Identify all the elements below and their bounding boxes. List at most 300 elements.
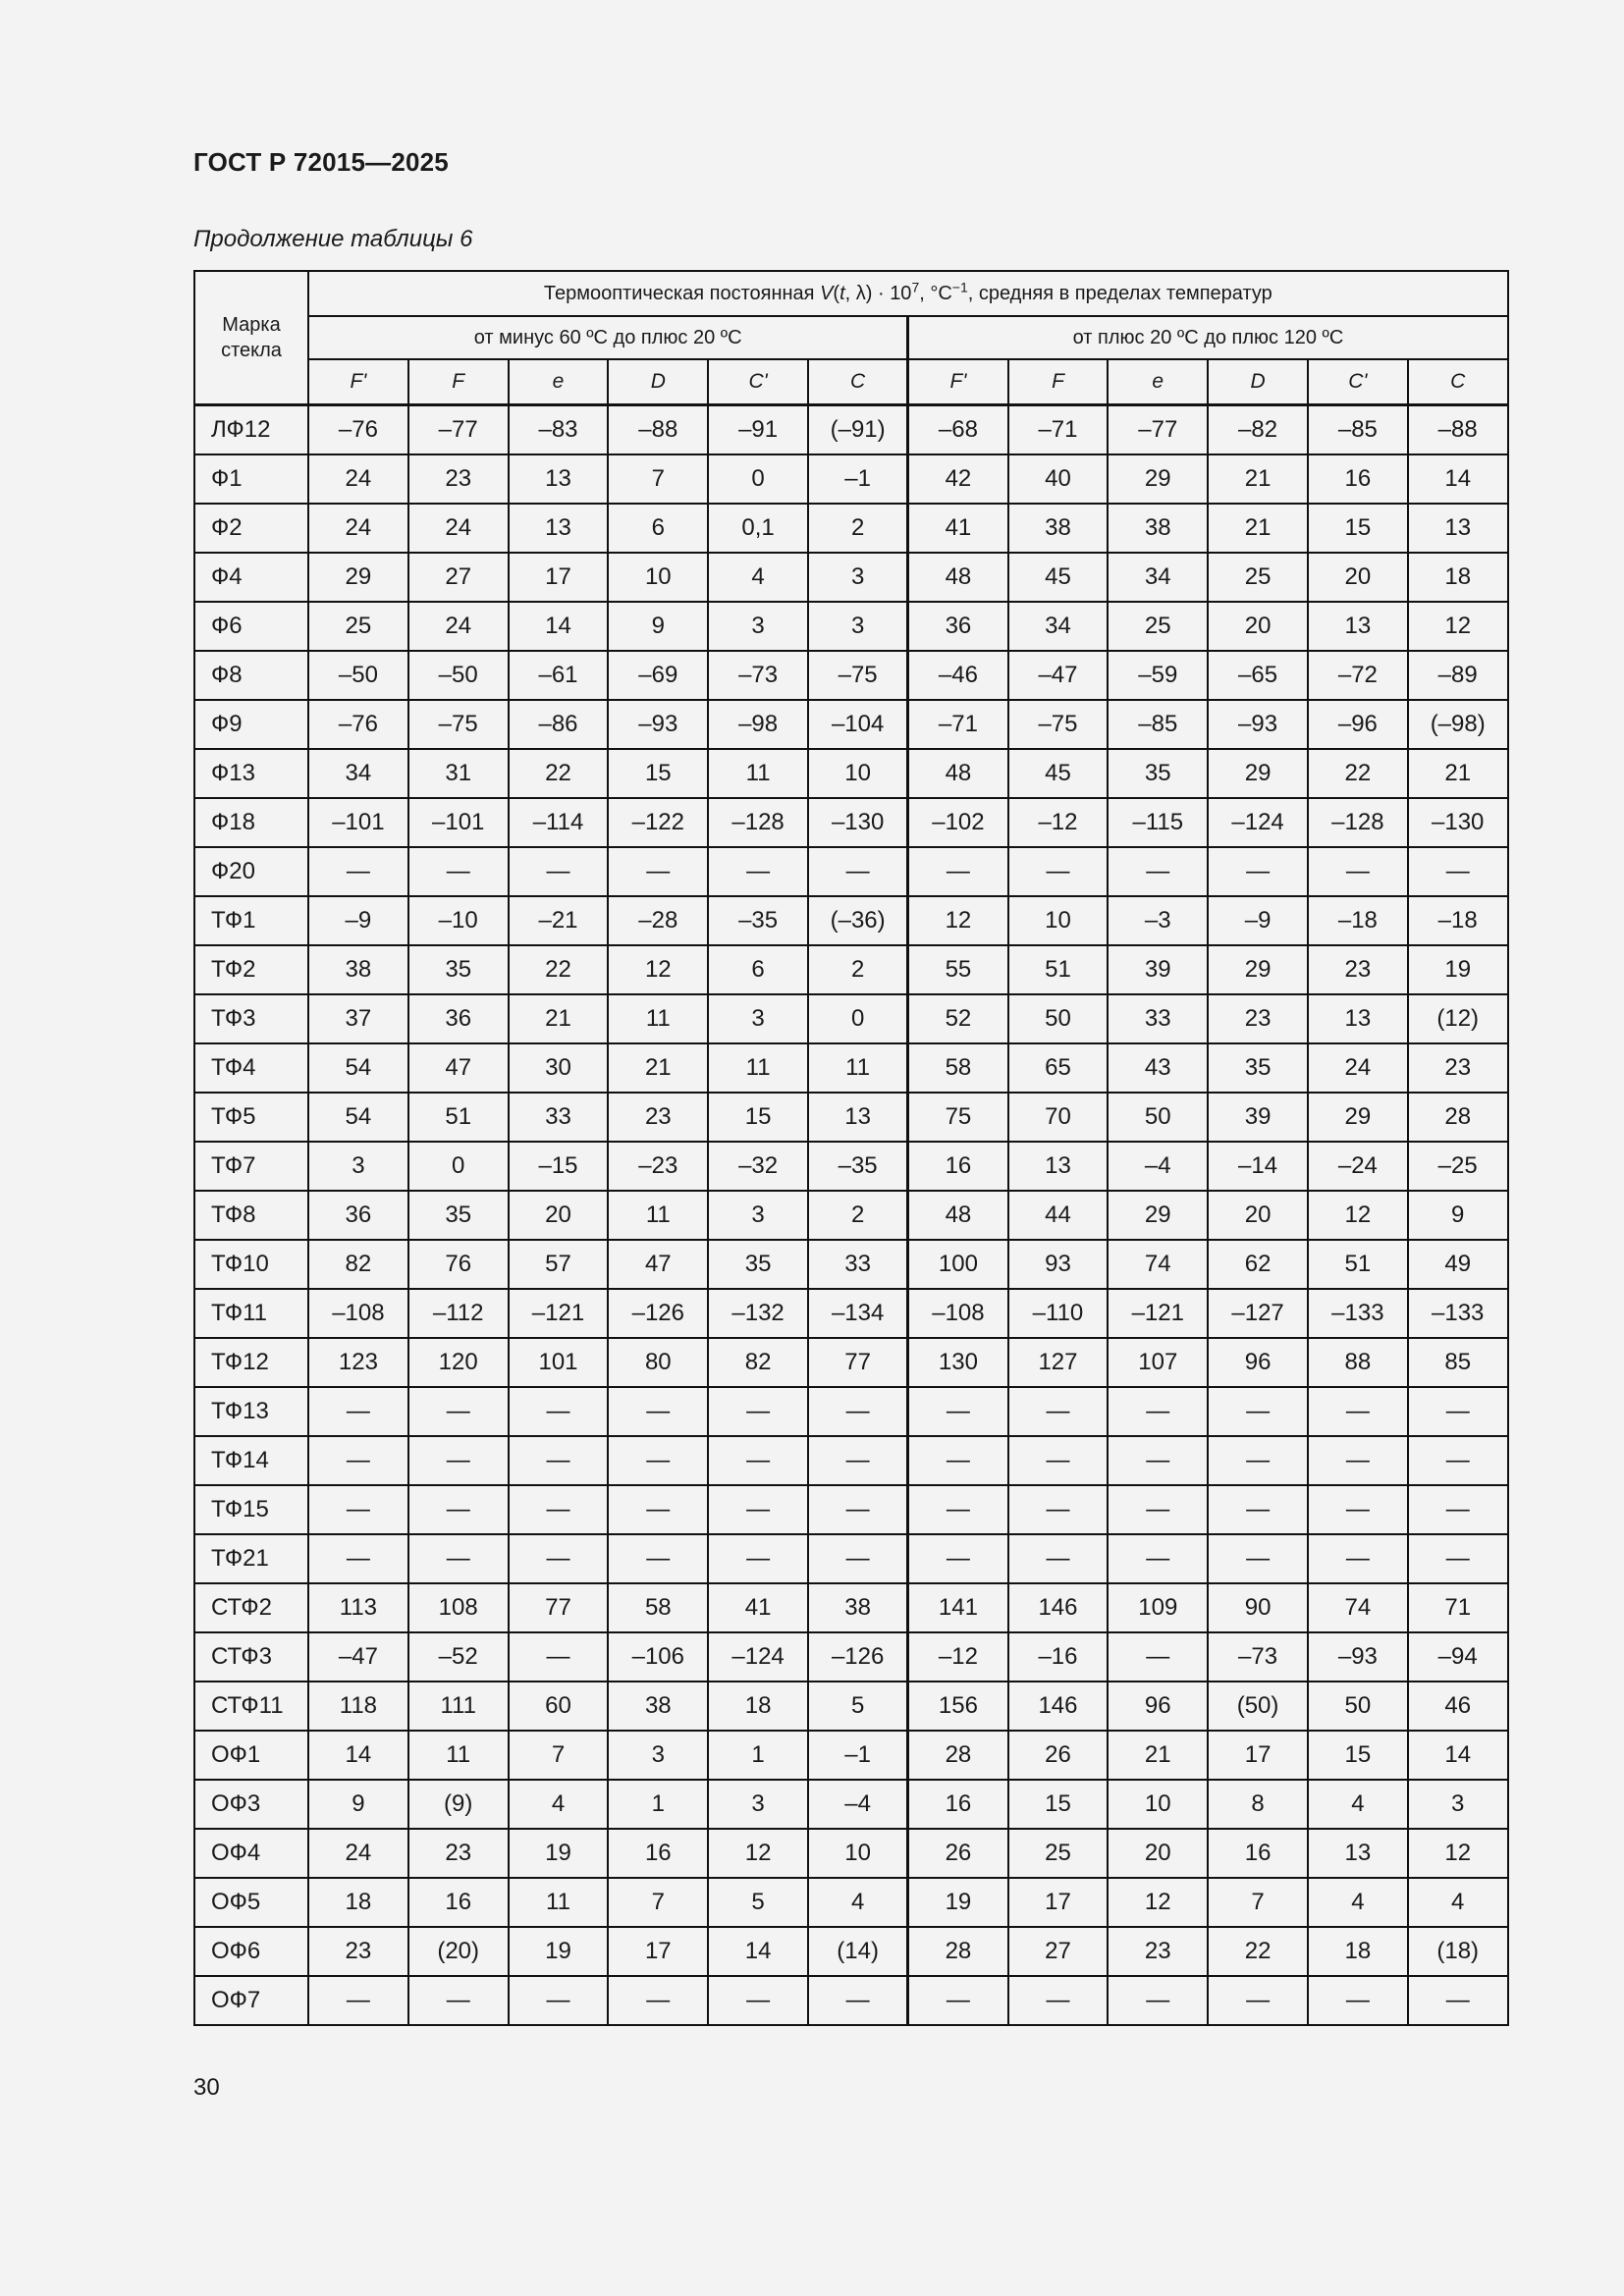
value-cell: 45 [1008,749,1109,798]
value-cell: 31 [408,749,509,798]
value-cell: 48 [908,749,1008,798]
value-cell: 9 [1408,1191,1508,1240]
value-cell: 82 [308,1240,408,1289]
value-cell: 6 [608,504,708,553]
value-cell: — [1108,1436,1208,1485]
value-cell: — [308,1534,408,1583]
value-cell: — [408,847,509,896]
header-text-expm1: −1 [951,278,968,294]
glass-mark-cell: СТФ11 [194,1682,308,1731]
value-cell: 80 [608,1338,708,1387]
glass-mark-cell: ОФ4 [194,1829,308,1878]
value-cell: 12 [1308,1191,1408,1240]
column-header-symbol: C [808,359,908,404]
table-row [194,994,1508,1043]
value-cell: 13 [1008,1142,1109,1191]
value-cell: 2 [808,1191,908,1240]
table-row [194,1927,1508,1976]
value-cell: –1 [808,454,908,504]
value-cell: –101 [408,798,509,847]
value-cell: 75 [908,1093,1008,1142]
value-cell: 14 [708,1927,808,1976]
glass-mark-cell: Ф2 [194,504,308,553]
value-cell: –24 [1308,1142,1408,1191]
table-row [194,1338,1508,1387]
value-cell: 9 [608,602,708,651]
value-cell: 23 [1108,1927,1208,1976]
value-cell: — [708,1387,808,1436]
value-cell: 23 [408,454,509,504]
value-cell: –110 [1008,1289,1109,1338]
value-cell: 96 [1108,1682,1208,1731]
column-header-symbol: C [1408,359,1508,404]
glass-mark-cell: ОФ3 [194,1780,308,1829]
value-cell: 108 [408,1583,509,1632]
table-row [194,700,1508,749]
value-cell: –73 [708,651,808,700]
value-cell: — [1008,1485,1109,1534]
value-cell: 0 [708,454,808,504]
value-cell: 123 [308,1338,408,1387]
value-cell: –47 [308,1632,408,1682]
value-cell: (–98) [1408,700,1508,749]
value-cell: 47 [408,1043,509,1093]
value-cell: 7 [1208,1878,1308,1927]
value-cell: — [908,1436,1008,1485]
value-cell: 22 [1208,1927,1308,1976]
value-cell: 23 [308,1927,408,1976]
value-cell: 37 [308,994,408,1043]
value-cell: –71 [1008,404,1109,454]
value-cell: 11 [608,1191,708,1240]
glass-mark-cell: ТФ15 [194,1485,308,1534]
value-cell: 58 [908,1043,1008,1093]
value-cell: 51 [1008,945,1109,994]
value-cell: 146 [1008,1682,1109,1731]
corner-label: Марка стекла [221,313,282,361]
value-cell: 12 [1108,1878,1208,1927]
column-header-range-low: от минус 60 ºС до плюс 20 ºС [308,316,908,359]
table-row [194,1142,1508,1191]
table-row [194,651,1508,700]
value-cell: 36 [408,994,509,1043]
table-row [194,1240,1508,1289]
value-cell: 74 [1308,1583,1408,1632]
value-cell: 11 [708,1043,808,1093]
value-cell: 120 [408,1338,509,1387]
value-cell: — [1208,1387,1308,1436]
value-cell: –101 [308,798,408,847]
value-cell: 14 [1408,1731,1508,1780]
value-cell: 16 [608,1829,708,1878]
value-cell: 14 [308,1731,408,1780]
value-cell: –93 [1308,1632,1408,1682]
table-container [193,270,1507,2026]
value-cell: 107 [1108,1338,1208,1387]
value-cell: 15 [1008,1780,1109,1829]
value-cell: 45 [1008,553,1109,602]
value-cell: 4 [1308,1780,1408,1829]
value-cell: –71 [908,700,1008,749]
value-cell: –132 [708,1289,808,1338]
value-cell: –21 [509,896,609,945]
value-cell: 24 [408,602,509,651]
value-cell: –9 [308,896,408,945]
value-cell: — [908,1976,1008,2025]
value-cell: 77 [808,1338,908,1387]
glass-mark-cell: ТФ8 [194,1191,308,1240]
value-cell: — [1008,1436,1109,1485]
header-text-lambda: , λ) · 10 [844,282,912,304]
value-cell: 4 [708,553,808,602]
value-cell: — [1208,1534,1308,1583]
value-cell: 13 [509,454,609,504]
value-cell: — [608,1534,708,1583]
column-header-symbol: F [1008,359,1109,404]
value-cell: 4 [1408,1878,1508,1927]
glass-mark-cell: ТФ4 [194,1043,308,1093]
table-row [194,847,1508,896]
value-cell: 33 [808,1240,908,1289]
glass-mark-cell: Ф6 [194,602,308,651]
value-cell: 3 [608,1731,708,1780]
table-row [194,896,1508,945]
value-cell: 48 [908,553,1008,602]
column-header-symbol: F' [908,359,1008,404]
value-cell: 44 [1008,1191,1109,1240]
value-cell: 13 [509,504,609,553]
value-cell: 4 [509,1780,609,1829]
value-cell: — [408,1976,509,2025]
value-cell: –115 [1108,798,1208,847]
value-cell: — [509,1387,609,1436]
value-cell: –133 [1408,1289,1508,1338]
value-cell: 7 [509,1731,609,1780]
value-cell: –124 [708,1632,808,1682]
value-cell: –47 [1008,651,1109,700]
value-cell: –85 [1108,700,1208,749]
value-cell: 33 [1108,994,1208,1043]
value-cell: 12 [708,1829,808,1878]
table-row [194,1829,1508,1878]
table-row [194,798,1508,847]
value-cell: (12) [1408,994,1508,1043]
value-cell: –16 [1008,1632,1109,1682]
value-cell: 19 [509,1829,609,1878]
value-cell: 85 [1408,1338,1508,1387]
value-cell: — [509,1632,609,1682]
value-cell: 11 [808,1043,908,1093]
column-header-symbol: e [509,359,609,404]
value-cell: 25 [1208,553,1308,602]
value-cell: –14 [1208,1142,1308,1191]
value-cell: — [1008,1387,1109,1436]
table-caption: Продолжение таблицы 6 [193,226,473,252]
value-cell: 22 [509,749,609,798]
value-cell: –122 [608,798,708,847]
value-cell: –4 [1108,1142,1208,1191]
glass-mark-cell: ТФ5 [194,1093,308,1142]
value-cell: 25 [1008,1829,1109,1878]
table-row [194,1632,1508,1682]
value-cell: 10 [1108,1780,1208,1829]
value-cell: — [1308,1485,1408,1534]
value-cell: 16 [408,1878,509,1927]
header-text-exp7: 7 [911,278,920,294]
value-cell: 12 [1408,1829,1508,1878]
table-row [194,1583,1508,1632]
table-row [194,749,1508,798]
value-cell: 50 [1308,1682,1408,1731]
value-cell: –91 [708,404,808,454]
table-row [194,1731,1508,1780]
value-cell: 36 [908,602,1008,651]
value-cell: 3 [708,1191,808,1240]
value-cell: 11 [509,1878,609,1927]
glass-mark-cell: Ф9 [194,700,308,749]
value-cell: –73 [1208,1632,1308,1682]
value-cell: –12 [908,1632,1008,1682]
value-cell: 3 [708,1780,808,1829]
value-cell: 118 [308,1682,408,1731]
header-text-v: V [820,282,834,304]
value-cell: — [1108,847,1208,896]
document-code: ГОСТ Р 72015—2025 [193,147,449,177]
page-number: 30 [193,2074,220,2101]
table-row [194,1485,1508,1534]
value-cell: 35 [1108,749,1208,798]
value-cell: –32 [708,1142,808,1191]
value-cell: 21 [608,1043,708,1093]
table-header [194,271,1508,404]
value-cell: — [1108,1632,1208,1682]
value-cell: 5 [808,1682,908,1731]
value-cell: 1 [708,1731,808,1780]
value-cell: — [408,1534,509,1583]
glass-mark-cell: ТФ2 [194,945,308,994]
value-cell: — [808,1976,908,2025]
value-cell: 17 [1208,1731,1308,1780]
value-cell: –68 [908,404,1008,454]
value-cell: — [509,847,609,896]
value-cell: — [1408,1436,1508,1485]
value-cell: –112 [408,1289,509,1338]
value-cell: 3 [808,602,908,651]
value-cell: — [1108,1485,1208,1534]
value-cell: — [708,1485,808,1534]
value-cell: (9) [408,1780,509,1829]
value-cell: — [708,1436,808,1485]
value-cell: 16 [1208,1829,1308,1878]
glass-mark-cell: ТФ14 [194,1436,308,1485]
table-row [194,1191,1508,1240]
value-cell: 3 [308,1142,408,1191]
value-cell: –126 [608,1289,708,1338]
value-cell: — [308,1485,408,1534]
value-cell: 12 [1408,602,1508,651]
value-cell: 7 [608,1878,708,1927]
value-cell: 29 [308,553,408,602]
value-cell: 13 [1308,602,1408,651]
value-cell: — [808,847,908,896]
value-cell: 54 [308,1093,408,1142]
glass-mark-cell: ТФ21 [194,1534,308,1583]
value-cell: 8 [1208,1780,1308,1829]
glass-mark-cell: Ф4 [194,553,308,602]
value-cell: 20 [1208,602,1308,651]
value-cell: –10 [408,896,509,945]
value-cell: 10 [1008,896,1109,945]
header-text-paren: ( [833,282,840,304]
value-cell: — [509,1436,609,1485]
value-cell: –88 [608,404,708,454]
value-cell: –133 [1308,1289,1408,1338]
value-cell: 52 [908,994,1008,1043]
value-cell: –75 [808,651,908,700]
header-text-suffix: , средняя в пределах температур [967,282,1272,304]
value-cell: 156 [908,1682,1008,1731]
value-cell: — [1208,1976,1308,2025]
value-cell: (20) [408,1927,509,1976]
value-cell: –46 [908,651,1008,700]
value-cell: 20 [1108,1829,1208,1878]
value-cell: — [1108,1976,1208,2025]
value-cell: –128 [708,798,808,847]
value-cell: 3 [808,553,908,602]
column-header-glass-mark [194,271,308,404]
value-cell: –12 [1008,798,1109,847]
value-cell: 11 [608,994,708,1043]
value-cell: 47 [608,1240,708,1289]
value-cell: –75 [1008,700,1109,749]
value-cell: 18 [708,1682,808,1731]
value-cell: –96 [1308,700,1408,749]
line-symbol-row [194,359,1508,404]
glass-mark-cell: Ф1 [194,454,308,504]
table-row [194,1878,1508,1927]
value-cell: — [1208,1436,1308,1485]
value-cell: 34 [1008,602,1109,651]
value-cell: — [808,1534,908,1583]
value-cell: — [1208,1485,1308,1534]
value-cell: 24 [308,1829,408,1878]
value-cell: 29 [1208,945,1308,994]
value-cell: –114 [509,798,609,847]
value-cell: –93 [1208,700,1308,749]
column-header-symbol: C' [708,359,808,404]
value-cell: 55 [908,945,1008,994]
value-cell: — [1408,1387,1508,1436]
value-cell: –89 [1408,651,1508,700]
value-cell: 17 [509,553,609,602]
value-cell: — [1408,1976,1508,2025]
value-cell: –1 [808,1731,908,1780]
value-cell: 51 [408,1093,509,1142]
value-cell: –35 [808,1142,908,1191]
value-cell: –4 [808,1780,908,1829]
value-cell: — [308,1976,408,2025]
header-text-t: t [839,282,845,304]
value-cell: 13 [1308,994,1408,1043]
value-cell: 27 [408,553,509,602]
glass-mark-cell: ТФ10 [194,1240,308,1289]
value-cell: — [1408,1485,1508,1534]
value-cell: 38 [1108,504,1208,553]
table-row [194,1093,1508,1142]
value-cell: –121 [1108,1289,1208,1338]
value-cell: 16 [1308,454,1408,504]
value-cell: 54 [308,1043,408,1093]
value-cell: –127 [1208,1289,1308,1338]
value-cell: 24 [308,504,408,553]
value-cell: 23 [1208,994,1308,1043]
table-row [194,1436,1508,1485]
value-cell: 38 [1008,504,1109,553]
value-cell: 13 [808,1093,908,1142]
value-cell: 38 [608,1682,708,1731]
value-cell: 10 [608,553,708,602]
value-cell: 6 [708,945,808,994]
value-cell: –94 [1408,1632,1508,1682]
value-cell: 18 [308,1878,408,1927]
value-cell: — [808,1387,908,1436]
value-cell: 141 [908,1583,1008,1632]
value-cell: 15 [708,1093,808,1142]
value-cell: — [708,1976,808,2025]
value-cell: — [308,1387,408,1436]
value-cell: –98 [708,700,808,749]
value-cell: –108 [908,1289,1008,1338]
value-cell: 20 [1308,553,1408,602]
value-cell: 76 [408,1240,509,1289]
value-cell: 82 [708,1338,808,1387]
value-cell: — [1008,1534,1109,1583]
value-cell: 51 [1308,1240,1408,1289]
value-cell: –126 [808,1632,908,1682]
value-cell: — [1308,847,1408,896]
glass-mark-cell: Ф8 [194,651,308,700]
value-cell: 24 [308,454,408,504]
column-header-symbol: D [608,359,708,404]
value-cell: — [608,847,708,896]
value-cell: 58 [608,1583,708,1632]
value-cell: 5 [708,1878,808,1927]
value-cell: — [1208,847,1308,896]
table-row [194,504,1508,553]
value-cell: — [1008,847,1109,896]
value-cell: 50 [1008,994,1109,1043]
value-cell: 16 [908,1780,1008,1829]
value-cell: — [908,1534,1008,1583]
value-cell: 16 [908,1142,1008,1191]
value-cell: 36 [308,1191,408,1240]
table-row [194,404,1508,454]
value-cell: 50 [1108,1093,1208,1142]
value-cell: 35 [408,1191,509,1240]
value-cell: 19 [908,1878,1008,1927]
value-cell: — [1108,1387,1208,1436]
value-cell: –77 [1108,404,1208,454]
value-cell: — [808,1436,908,1485]
table-row [194,553,1508,602]
value-cell: 71 [1408,1583,1508,1632]
value-cell: 88 [1308,1338,1408,1387]
column-header-symbol: e [1108,359,1208,404]
value-cell: — [908,847,1008,896]
value-cell: –35 [708,896,808,945]
value-cell: 14 [509,602,609,651]
value-cell: — [308,847,408,896]
